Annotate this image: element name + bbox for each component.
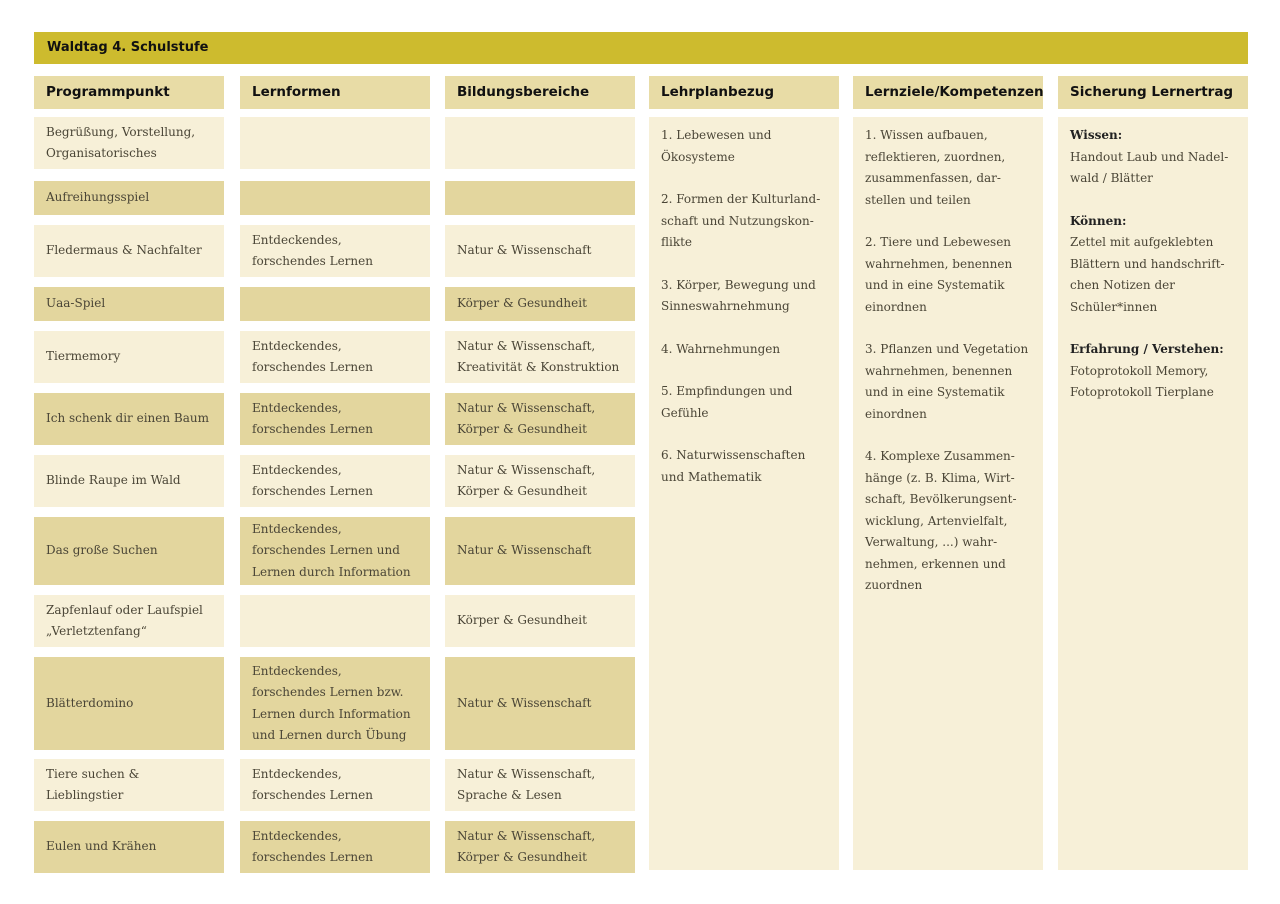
lernformen-cell-text: Entdeckendes, forschendes Lernen <box>252 462 373 498</box>
bildungsbereiche-cell-text: Natur & Wissenschaft, Körper & Gesundheit <box>457 400 596 436</box>
lernformen-cell-text: Entdeckendes, forschendes Lernen <box>252 400 373 436</box>
programmpunkt-cell-text: Aufreihungsspiel <box>46 190 150 205</box>
lernziel-item: 3. Pflanzen und Vegetation wahrnehmen, benennen und in eine Systematik einordnen <box>865 342 1029 421</box>
programmpunkt-cell <box>34 821 224 873</box>
programmpunkt-cell-text: Zapfenlauf oder Laufspiel „Verletztenfang“ <box>46 602 203 638</box>
lernformen-cell <box>240 393 430 445</box>
programmpunkt-cell-text: Fledermaus & Nachfalter <box>46 243 202 258</box>
programmpunkt-cell <box>34 181 224 215</box>
bildungsbereiche-cell-text: Natur & Wissenschaft <box>457 243 592 258</box>
header-bildungsbereiche: Bildungsbereiche <box>445 76 635 109</box>
programmpunkt-cell-text: Uaa-Spiel <box>46 296 106 311</box>
lernziel-item: 1. Wissen aufbauen, reflektieren, zuordnen, zusammenfassen, dar-stellen und teilen <box>865 128 1006 207</box>
bildungsbereiche-cell <box>445 117 635 169</box>
programmpunkt-cell <box>34 759 224 811</box>
lernformen-cell <box>240 181 430 215</box>
programmpunkt-cell-text: Blätterdomino <box>46 695 134 710</box>
lernformen-cell-text: Entdeckendes, forschendes Lernen <box>252 232 373 268</box>
lernformen-cell <box>240 595 430 647</box>
lehrplan-item: 5. Empfindungen und Gefühle <box>661 384 793 420</box>
lernformen-cell <box>240 517 430 585</box>
header-lehrplanbezug: Lehrplanbezug <box>649 76 839 109</box>
programmpunkt-cell <box>34 517 224 585</box>
bildungsbereiche-cell-text: Körper & Gesundheit <box>457 296 587 311</box>
lernformen-cell <box>240 331 430 383</box>
programmpunkt-cell <box>34 225 224 277</box>
bildungsbereiche-cell <box>445 331 635 383</box>
programmpunkt-cell <box>34 117 224 169</box>
programmpunkt-cell <box>34 287 224 321</box>
page-title: Waldtag 4. Schulstufe <box>34 32 1248 64</box>
programmpunkt-cell <box>34 595 224 647</box>
programmpunkt-cell-text: Begrüßung, Vorstellung, Organisatorisches <box>46 124 196 160</box>
programmpunkt-cell-text: Das große Suchen <box>46 543 158 558</box>
lernformen-cell-text: Entdeckendes, forschendes Lernen <box>252 766 373 802</box>
lernformen-cell <box>240 759 430 811</box>
bildungsbereiche-cell-text: Natur & Wissenschaft, Körper & Gesundheit <box>457 828 596 864</box>
lernformen-cell-text: Entdeckendes, forschendes Lernen <box>252 828 373 864</box>
lernziele-column <box>853 117 1043 870</box>
lernformen-cell <box>240 287 430 321</box>
sicherung-label-koennen: Können: <box>1070 213 1127 228</box>
lernformen-cell <box>240 117 430 169</box>
sicherung-column <box>1058 117 1248 870</box>
bildungsbereiche-cell-text: Natur & Wissenschaft <box>457 695 592 710</box>
programmpunkt-cell-text: Eulen und Krähen <box>46 839 157 854</box>
bildungsbereiche-cell <box>445 759 635 811</box>
bildungsbereiche-cell <box>445 595 635 647</box>
lernformen-cell-text: Entdeckendes, forschendes Lernen <box>252 338 373 374</box>
programmpunkt-cell <box>34 331 224 383</box>
lernformen-cell <box>240 657 430 750</box>
bildungsbereiche-cell <box>445 821 635 873</box>
programmpunkt-cell-text: Ich schenk dir einen Baum <box>46 411 209 426</box>
programmpunkt-cell <box>34 657 224 750</box>
lernformen-cell <box>240 225 430 277</box>
sicherung-label-erfahrung: Erfahrung / Verstehen: <box>1070 342 1224 356</box>
bildungsbereiche-cell-text: Natur & Wissenschaft, Kreativität & Konstruktion <box>457 338 620 374</box>
bildungsbereiche-cell <box>445 657 635 750</box>
lehrplan-item: 6. Naturwissenschaften und Mathematik <box>661 448 806 484</box>
sicherung-text-wissen: Handout Laub und Nadel-wald / Blätter <box>1070 149 1229 185</box>
lehrplan-item: 2. Formen der Kulturland-schaft und Nutzungskon-flikte <box>661 192 821 249</box>
bildungsbereiche-cell-text: Natur & Wissenschaft, Sprache & Lesen <box>457 766 596 802</box>
sicherung-text-erfahrung: Fotoprotokoll Memory, Fotoprotokoll Tierplane <box>1070 363 1214 399</box>
lernformen-cell <box>240 821 430 873</box>
lehrplan-item: 3. Körper, Bewegung und Sinneswahrnehmung <box>661 277 816 313</box>
lernziel-item: 4. Komplexe Zusammen-hänge (z. B. Klima, Wirt-schaft, Bevölkerungsent-wicklung, Artenvielfalt, Verwaltung, ...) wahr-nehmen, erkennen und zuordnen <box>865 449 1017 592</box>
programmpunkt-cell-text: Tiere suchen & Lieblingstier <box>46 766 140 802</box>
lernformen-cell-text: Entdeckendes, forschendes Lernen und Lernen durch Information <box>252 521 411 579</box>
programmpunkt-cell <box>34 455 224 507</box>
header-lernformen: Lernformen <box>240 76 430 109</box>
header-sicherung: Sicherung Lernertrag <box>1058 76 1248 109</box>
programmpunkt-cell-text: Blinde Raupe im Wald <box>46 473 181 488</box>
lernziel-item: 2. Tiere und Lebewesen wahrnehmen, benennen und in eine Systematik einordnen <box>865 235 1013 314</box>
sicherung-text-koennen: Zettel mit aufgeklebten Blättern und handschrift-chen Notizen der Schüler*innen <box>1070 235 1225 314</box>
lehrplan-item: 1. Lebewesen und Ökosysteme <box>661 128 772 164</box>
bildungsbereiche-cell <box>445 455 635 507</box>
bildungsbereiche-cell-text: Körper & Gesundheit <box>457 613 587 628</box>
lernformen-cell <box>240 455 430 507</box>
bildungsbereiche-cell <box>445 287 635 321</box>
bildungsbereiche-cell-text: Natur & Wissenschaft <box>457 543 592 558</box>
bildungsbereiche-cell <box>445 181 635 215</box>
lernformen-cell-text: Entdeckendes, forschendes Lernen bzw. Lernen durch Information und Lernen durch Übung <box>252 663 411 742</box>
sicherung-label-wissen: Wissen: <box>1070 128 1123 142</box>
lehrplanbezug-column <box>649 117 839 870</box>
bildungsbereiche-cell-text: Natur & Wissenschaft, Körper & Gesundheit <box>457 462 596 498</box>
programmpunkt-cell-text: Tiermemory <box>46 349 121 364</box>
header-programmpunkt: Programmpunkt <box>34 76 224 109</box>
bildungsbereiche-cell <box>445 225 635 277</box>
bildungsbereiche-cell <box>445 517 635 585</box>
header-lernziele: Lernziele/Kompetenzen <box>853 76 1043 109</box>
lehrplan-item: 4. Wahrnehmungen <box>661 341 781 356</box>
programmpunkt-cell <box>34 393 224 445</box>
bildungsbereiche-cell <box>445 393 635 445</box>
